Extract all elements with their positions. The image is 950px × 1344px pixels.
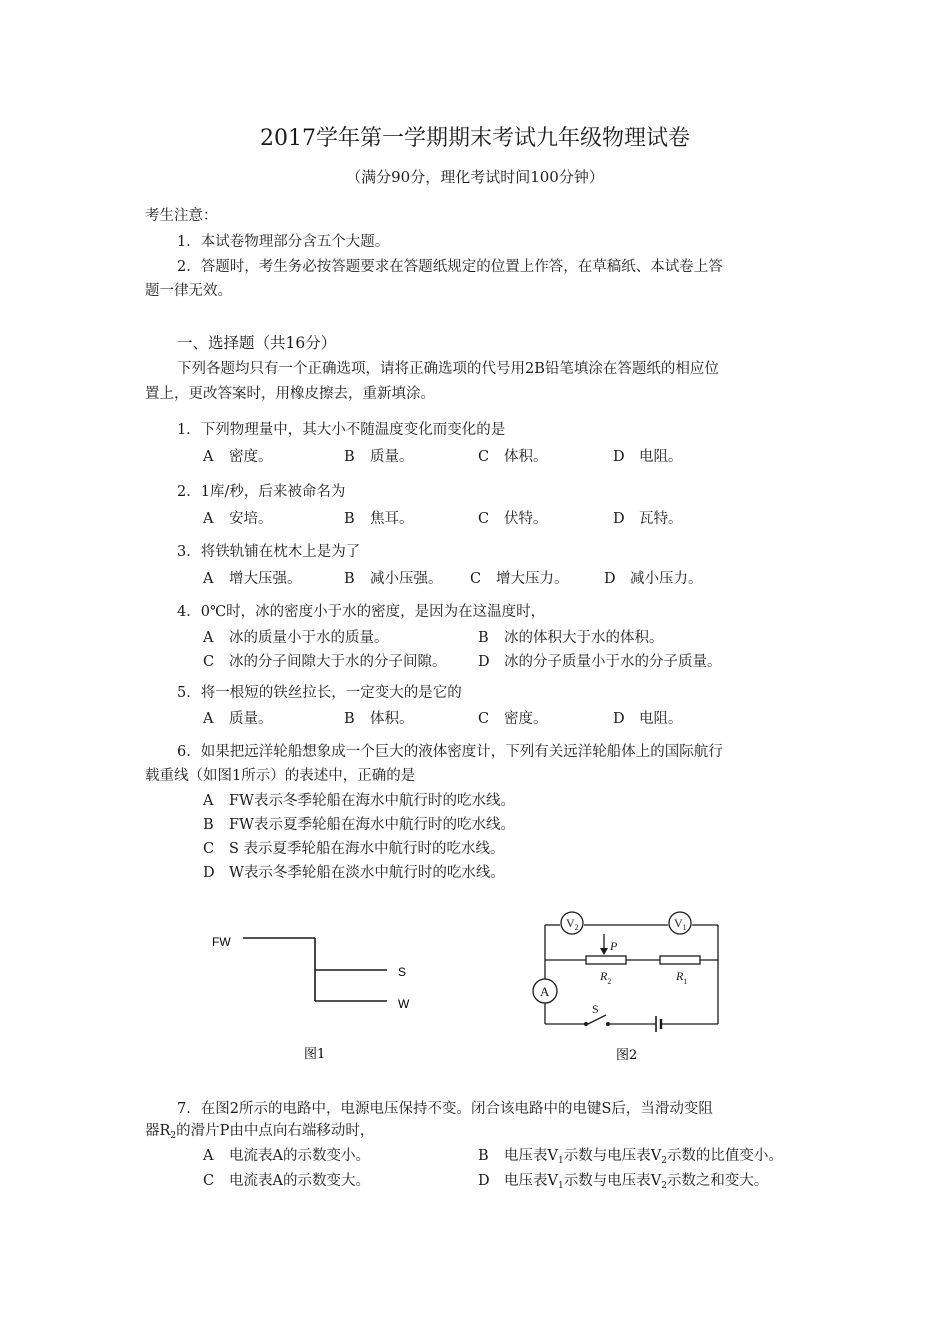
- q2-option-c: C 伏特。: [478, 511, 548, 527]
- q7-option-d: D 电压表$V_1$示数与电压表$V_2$示数之和变大。: [478, 1173, 769, 1191]
- q2-option-d: D 瓦特。: [613, 511, 683, 527]
- s-label: S: [398, 965, 407, 979]
- page-title: 2017学年第一学期期末考试九年级物理试卷: [260, 126, 690, 151]
- notice-item-1: 1．本试卷物理部分含五个大题。: [177, 234, 390, 250]
- fw-label: FW: [212, 935, 231, 949]
- q7-option-c: C 电流表A的示数变大。: [203, 1173, 370, 1189]
- figure-1-load-lines: [200, 920, 430, 1070]
- question-7-stem-b: 器$R_2$的滑片P由中点向右端移动时，: [145, 1123, 375, 1141]
- q5-option-b: B 体积。: [344, 711, 414, 727]
- svg-text:R1: $R_1$: [676, 969, 688, 986]
- resistor-r2: [586, 956, 626, 964]
- q4-option-c: C 冰的分子间隙大于水的分子间隙。: [203, 654, 447, 670]
- question-1-stem: 1．下列物理量中，其大小不随温度变化而变化的是: [177, 422, 506, 438]
- question-3-stem: 3．将铁轨铺在枕木上是为了: [177, 544, 361, 560]
- section-intro-b: 置上，更改答案时，用橡皮擦去，重新填涂。: [145, 386, 435, 402]
- q2-option-a: A 安培。: [203, 511, 273, 527]
- q7-option-b: B 电压表$V_1$示数与电压表$V_2$示数的比值变小。: [478, 1148, 783, 1166]
- q3-option-d: D 减小压力。: [604, 571, 703, 587]
- q4-option-b: B 冰的体积大于水的体积。: [478, 630, 664, 646]
- notice-heading: 考生注意：: [145, 208, 218, 224]
- q4-option-a: A 冰的质量小于水的质量。: [203, 630, 389, 646]
- svg-text:R2: $R_2$: [600, 969, 612, 986]
- q1-option-d: D 电阻。: [613, 449, 683, 465]
- svg-text:A: A: [540, 984, 550, 999]
- question-2-stem: 2．1库/秒，后来被命名为: [177, 484, 346, 500]
- question-7-stem-a: 7．在图2所示的电路中，电源电压保持不变。闭合该电路中的电键S后，当滑动变阻: [177, 1101, 713, 1117]
- q6-option-a: A FW表示冬季轮船在海水中航行时的吃水线。: [203, 793, 515, 809]
- switch-s: [588, 1015, 606, 1024]
- q6-option-d: D W表示冬季轮船在淡水中航行时的吃水线。: [203, 865, 505, 881]
- question-6-stem-a: 6．如果把远洋轮船想象成一个巨大的液体密度计，下列有关远洋轮船体上的国际航行: [177, 744, 723, 760]
- figure-2-caption: 图2: [616, 1048, 638, 1063]
- section-intro-a: 下列各题均只有一个正确选项，请将正确选项的代号用2B铅笔填涂在答题纸的相应位: [177, 361, 719, 377]
- resistor-r1: [660, 956, 700, 964]
- q1-option-b: B 质量。: [344, 449, 414, 465]
- q7-option-a: A 电流表A的示数变小。: [203, 1148, 370, 1164]
- q1-option-a: A 密度。: [203, 449, 273, 465]
- q5-option-d: D 电阻。: [613, 711, 683, 727]
- notice-item-2b: 题一律无效。: [145, 283, 232, 299]
- q3-option-a: A 增大压强。: [203, 571, 302, 587]
- figure-2-circuit: [520, 900, 740, 1070]
- figure-1-caption: 图1: [304, 1047, 326, 1062]
- q6-option-b: B FW表示夏季轮船在海水中航行时的吃水线。: [203, 817, 515, 833]
- q2-option-b: B 焦耳。: [344, 511, 414, 527]
- svg-text:V2: $V_2$: [566, 916, 579, 932]
- page-subtitle: （满分90分，理化考试时间100分钟）: [346, 168, 604, 186]
- q4-option-d: D 冰的分子质量小于水的分子质量。: [478, 654, 722, 670]
- w-label: W: [398, 997, 410, 1011]
- question-6-stem-b: 载重线（如图1所示）的表述中，正确的是: [145, 768, 416, 784]
- question-4-stem: 4．0℃时，冰的密度小于水的密度，是因为在这温度时，: [177, 604, 546, 620]
- q5-option-a: A 质量。: [203, 711, 273, 727]
- section-heading: 一、选择题（共16分）: [177, 334, 337, 352]
- svg-text:V1: $V_1$: [674, 916, 687, 932]
- q5-option-c: C 密度。: [478, 711, 548, 727]
- notice-item-2a: 2．答题时，考生务必按答题要求在答题纸规定的位置上作答，在草稿纸、本试卷上答: [177, 259, 723, 275]
- question-5-stem: 5．将一根短的铁丝拉长，一定变大的是它的: [177, 685, 462, 701]
- q3-option-c: C 增大压力。: [470, 571, 569, 587]
- svg-text:P: P: [610, 939, 618, 953]
- q6-option-c: C S 表示夏季轮船在海水中航行时的吃水线。: [203, 841, 505, 857]
- svg-text:S: S: [592, 1002, 599, 1016]
- q3-option-b: B 减小压强。: [344, 571, 443, 587]
- q1-option-c: C 体积。: [478, 449, 548, 465]
